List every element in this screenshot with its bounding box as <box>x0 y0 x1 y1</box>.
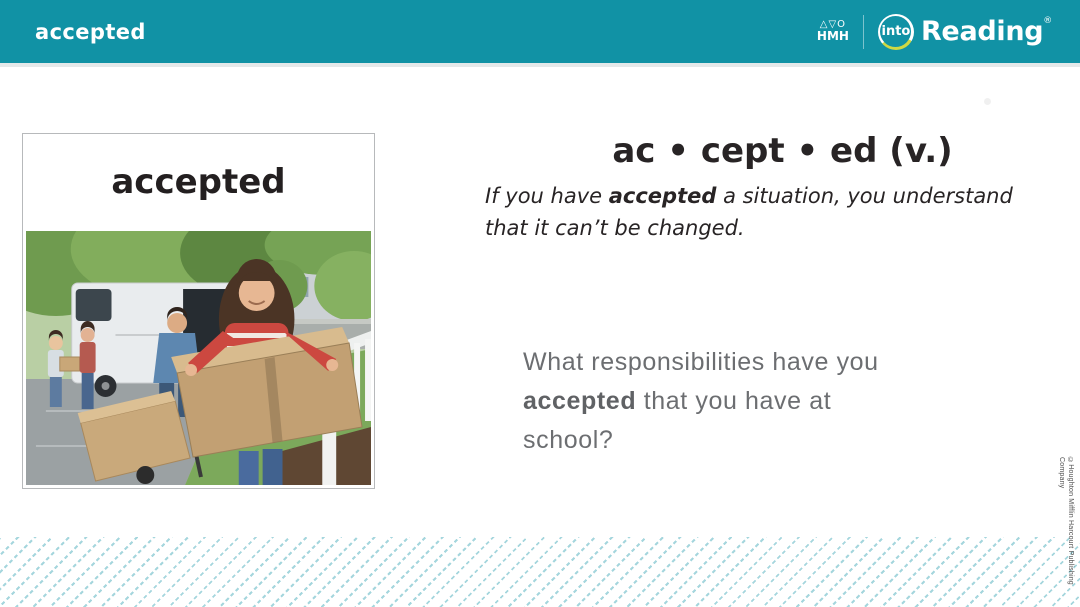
definition-sentence-bold-word: accepted <box>608 184 717 208</box>
word-photo-illustration <box>26 231 371 485</box>
hmh-logo <box>817 20 849 43</box>
slide-title: accepted <box>35 19 146 44</box>
copyright-line2: Company <box>1058 457 1065 489</box>
question-before: What responsibilities have you <box>523 348 879 376</box>
copyright-line1: ©Houghton Mifflin Harcourt Publishing <box>1067 457 1074 585</box>
faint-smudge-mark <box>984 98 991 105</box>
definition-sentence <box>485 181 1060 244</box>
registered-mark: ® <box>1043 16 1052 26</box>
reading-wordmark <box>921 16 1052 47</box>
word-card-photo <box>26 231 371 485</box>
hmh-logo-label: HMH <box>816 29 849 44</box>
into-circle-icon <box>878 14 914 50</box>
into-logo-label: into <box>880 16 911 47</box>
definition-headword: ac • cept • ed (v.) <box>612 131 953 171</box>
reading-label: Reading <box>920 16 1044 47</box>
copyright-text <box>1057 457 1075 599</box>
hmh-shapes-icon: △▽O <box>819 18 847 30</box>
definition-sentence-before: If you have <box>485 184 609 208</box>
header-bar <box>0 0 1080 67</box>
definition-sentence-after: a situation, you understand that it can’t be changed. <box>485 184 1013 240</box>
word-card <box>22 133 375 489</box>
brand-logos <box>817 14 1052 50</box>
word-card-label: accepted <box>111 162 286 202</box>
footer-diagonal-pattern <box>0 537 1080 607</box>
discussion-question <box>523 343 928 459</box>
question-bold-word: accepted <box>523 386 637 415</box>
question-after: that you have at school? <box>523 386 832 454</box>
brand-divider <box>863 15 864 49</box>
